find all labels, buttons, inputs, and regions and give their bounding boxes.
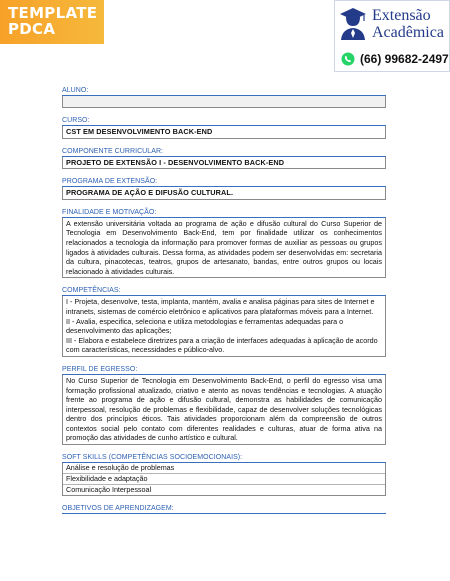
brand-box xyxy=(334,0,450,72)
section-programa xyxy=(62,177,386,200)
section-perfil xyxy=(62,365,386,445)
competencias-list xyxy=(62,296,386,357)
curso-value: CST EM DESENVOLVIMENTO BACK-END xyxy=(62,126,386,139)
brand-name-line1: Extensão xyxy=(372,7,431,24)
competencia-item: I - Projeta, desenvolve, testa, implanta, mantém, avalia e analisa páginas para sites de Internet e intranets, sistemas de comércio eletrônico e aplicativos para plataformas móveis para a Internet. xyxy=(66,297,375,316)
banner-line2: PDCA xyxy=(8,20,56,38)
programa-value: PROGRAMA DE AÇÃO E DIFUSÃO CULTURAL. xyxy=(62,187,386,200)
brand-phone: (66) 99682-2497 xyxy=(360,52,449,66)
section-finalidade xyxy=(62,208,386,279)
aluno-label: ALUNO: xyxy=(62,86,386,96)
brand-name-line2: Acadêmica xyxy=(372,24,444,41)
section-objetivos xyxy=(62,504,386,514)
competencia-item: II - Avalia, especifica, seleciona e utiliza metodologias e ferramentas adequadas para o desenvolvimento das aplicações; xyxy=(66,316,344,336)
programa-label: PROGRAMA DE EXTENSÃO: xyxy=(62,177,386,187)
document-form xyxy=(62,86,386,522)
template-banner xyxy=(0,0,104,44)
competencias-label: COMPETÊNCIAS: xyxy=(62,286,386,296)
section-curso xyxy=(62,116,386,139)
section-aluno xyxy=(62,86,386,108)
perfil-label: PERFIL DE EGRESSO: xyxy=(62,365,386,375)
banner-line1: TEMPLATE xyxy=(8,4,98,22)
section-soft-skills xyxy=(62,453,386,496)
componente-value: PROJETO DE EXTENSÃO I - DESENVOLVIMENTO BACK-END xyxy=(62,157,386,170)
whatsapp-icon xyxy=(341,52,355,66)
soft-skill-item: Comunicação Interpessoal xyxy=(66,485,152,495)
soft-skills-list xyxy=(62,463,386,496)
finalidade-label: FINALIDADE E MOTIVAÇÃO: xyxy=(62,208,386,218)
competencia-item: III - Elabora e estabelece diretrizes para a criação de interfaces adequadas à aplicação de acordo com características, necessidades e público-alvo. xyxy=(66,335,378,355)
curso-label: CURSO: xyxy=(62,116,386,126)
section-componente xyxy=(62,147,386,170)
soft-skill-item: Flexibilidade e adaptação xyxy=(63,474,385,485)
section-competencias xyxy=(62,286,386,357)
objetivos-label: OBJETIVOS DE APRENDIZAGEM: xyxy=(62,504,386,514)
soft-skills-label: SOFT SKILLS (COMPETÊNCIAS SOCIOEMOCIONAIS): xyxy=(62,453,386,463)
brand-logo xyxy=(339,4,447,44)
aluno-field[interactable] xyxy=(62,96,386,108)
brand-phone-row xyxy=(341,50,449,68)
componente-label: COMPONENTE CURRICULAR: xyxy=(62,147,386,157)
finalidade-text: A extensão universitária voltada ao programa de ação e difusão cultural do Curso Superior de Tecnologia em Desenvolvimento Back-End, tem por finalidade utilizar os conhecimentos relacionados a tecnologia da informação para promover formas de auxiliar as pessoas ou grupos ligados à atividades culturais. Dessa forma, as atividades podem ser desenvolvidas em: secretaria da cultura, pinacotecas, teatros, grupos de artesanato, bandas, entre outros grupos ou locais relacionado à atividades culturais. xyxy=(62,218,386,279)
graduate-icon xyxy=(339,6,367,40)
perfil-text: No Curso Superior de Tecnologia em Desenvolvimento Back-End, o perfil do egresso visa uma formação profissional atualizado, criativo e atento as novas tendências e tecnologias. A atuação frente ao programa de ação e difusão cultural, demonstra as habilidades de comunicação interpessoal, resolução de problemas e flexibilidade, capaz de desenvolver soluções tecnológicas dentro dos princípios éticos. Tais atividades proporcionam além da compreensão de outros contextos social pelo contato com diferentes realidades e culturas, atuar de forma ativa na promoção das atividades de cunho artístico e cultural. xyxy=(62,375,386,445)
soft-skill-item: Análise e resolução de problemas xyxy=(63,463,385,474)
